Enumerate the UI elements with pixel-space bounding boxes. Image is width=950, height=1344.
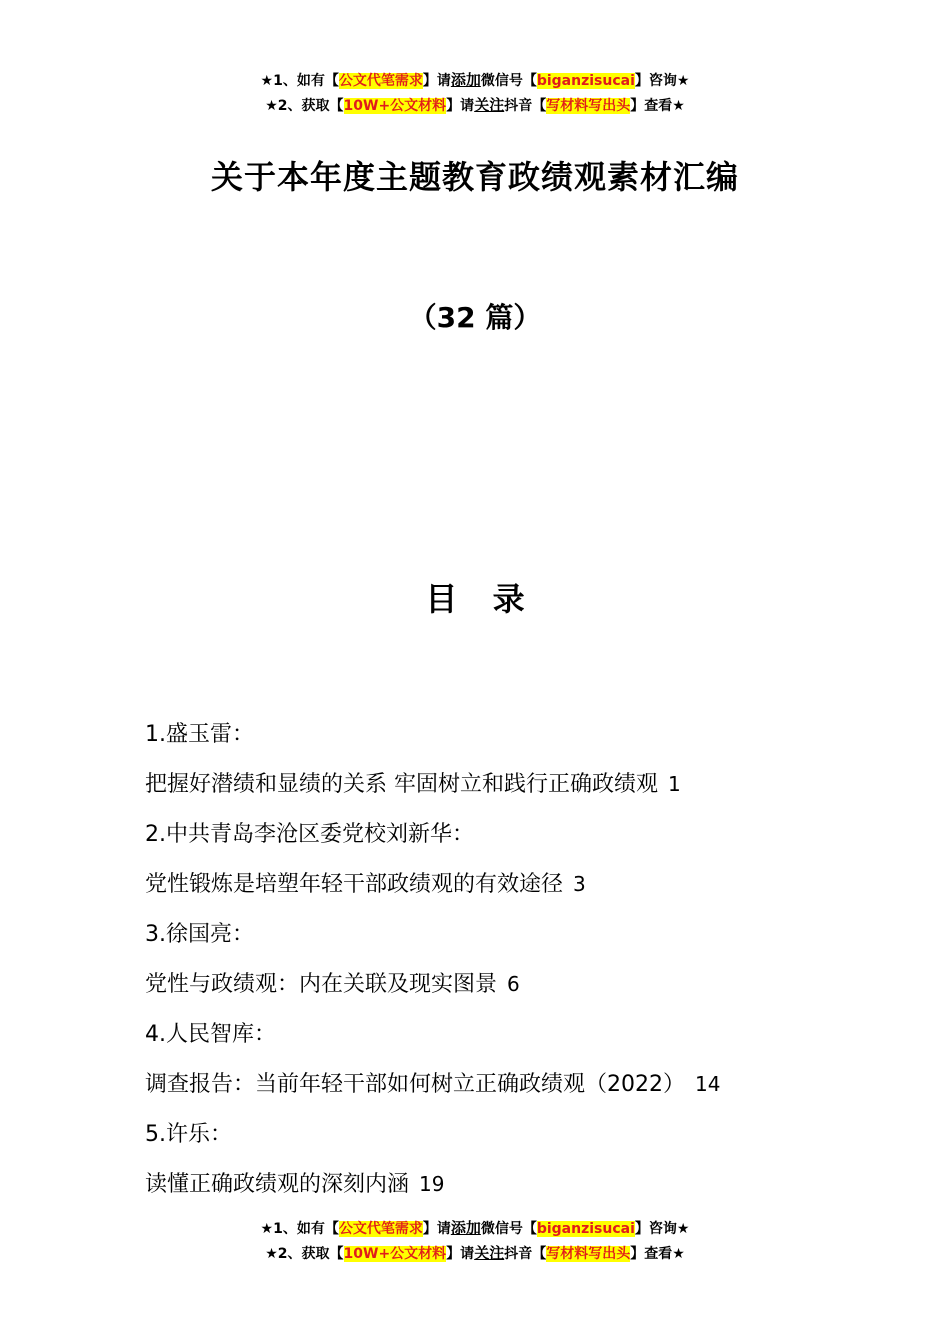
banner-text: 】请 bbox=[446, 98, 475, 114]
toc-entry-text: 3.徐国亮： bbox=[145, 922, 254, 947]
banner-text: ★1、如有【 bbox=[260, 73, 339, 89]
toc-entry[interactable] bbox=[145, 712, 905, 762]
banner-highlight: 写材料写出头 bbox=[546, 98, 631, 114]
toc-entry-text: 2.中共青岛李沧区委党校刘新华： bbox=[145, 822, 474, 847]
banner-underlined: 添加 bbox=[450, 1219, 481, 1237]
toc-entry[interactable] bbox=[145, 1012, 905, 1062]
banner-line-1 bbox=[0, 1216, 950, 1241]
banner-text: 抖音【 bbox=[504, 1246, 547, 1262]
banner-text: 】查看★ bbox=[630, 1246, 685, 1262]
banner-highlight: biganzisucai bbox=[536, 1221, 635, 1237]
banner-underlined: 关注 bbox=[474, 96, 505, 114]
toc-page-number: 14 bbox=[695, 1072, 721, 1096]
toc-page-number: 19 bbox=[419, 1172, 445, 1196]
banner-highlight: biganzisucai bbox=[536, 73, 635, 89]
toc-entry-text: 党性锻炼是培塑年轻干部政绩观的有效途径 bbox=[145, 872, 564, 897]
toc-entry[interactable] bbox=[145, 912, 905, 962]
banner-text: ★2、获取【 bbox=[265, 98, 344, 114]
toc-page-number: 3 bbox=[573, 872, 586, 896]
toc-entry[interactable] bbox=[145, 1062, 905, 1112]
banner-text: 抖音【 bbox=[504, 98, 547, 114]
banner-text: 】请 bbox=[422, 1221, 451, 1237]
footer-banner bbox=[0, 1216, 950, 1266]
toc-entry-text: 5.许乐： bbox=[145, 1122, 232, 1147]
banner-text: ★1、如有【 bbox=[260, 1221, 339, 1237]
banner-highlight: 写材料写出头 bbox=[546, 1246, 631, 1262]
toc-entry-text: 4.人民智库： bbox=[145, 1022, 276, 1047]
toc-entry-text: 读懂正确政绩观的深刻内涵 bbox=[145, 1172, 410, 1197]
toc-entry-text: 党性与政绩观：内在关联及现实图景 bbox=[145, 972, 498, 997]
article-count: （32 篇） bbox=[408, 301, 542, 334]
toc-entry-text: 把握好潜绩和显绩的关系 牢固树立和践行正确政绩观 bbox=[145, 772, 658, 797]
banner-text: 】请 bbox=[446, 1246, 475, 1262]
banner-highlight: 公文代笔需求 bbox=[338, 73, 423, 89]
toc-page-number: 6 bbox=[507, 972, 520, 996]
toc-entry[interactable] bbox=[145, 1162, 905, 1212]
toc-entry[interactable] bbox=[145, 862, 905, 912]
toc-entry[interactable] bbox=[145, 962, 905, 1012]
toc-page-number: 1 bbox=[668, 772, 681, 796]
banner-highlight: 公文代笔需求 bbox=[338, 1221, 423, 1237]
banner-text: 】查看★ bbox=[630, 98, 685, 114]
banner-text: 】请 bbox=[422, 73, 451, 89]
banner-line-2 bbox=[0, 93, 950, 118]
banner-underlined: 关注 bbox=[474, 1244, 505, 1262]
document-title: 关于本年度主题教育政绩观素材汇编 bbox=[210, 158, 739, 196]
banner-text: ★2、获取【 bbox=[265, 1246, 344, 1262]
toc-entry[interactable] bbox=[145, 812, 905, 862]
banner-text: 微信号【 bbox=[480, 1221, 537, 1237]
banner-underlined: 添加 bbox=[450, 71, 481, 89]
toc-heading: 目 录 bbox=[425, 580, 525, 618]
banner-text: 】咨询★ bbox=[634, 1221, 690, 1237]
toc-entry-text: 调查报告：当前年轻干部如何树立正确政绩观（2022） bbox=[145, 1072, 685, 1097]
banner-highlight: 10W+公文材料 bbox=[343, 98, 447, 114]
table-of-contents bbox=[145, 712, 905, 1212]
banner-text: 】咨询★ bbox=[634, 73, 690, 89]
banner-line-2 bbox=[0, 1241, 950, 1266]
toc-entry-text: 1.盛玉雷： bbox=[145, 722, 254, 747]
banner-text: 微信号【 bbox=[480, 73, 537, 89]
toc-entry[interactable] bbox=[145, 1112, 905, 1162]
banner-highlight: 10W+公文材料 bbox=[343, 1246, 447, 1262]
header-banner bbox=[0, 68, 950, 118]
toc-entry[interactable] bbox=[145, 762, 905, 812]
banner-line-1 bbox=[0, 68, 950, 93]
